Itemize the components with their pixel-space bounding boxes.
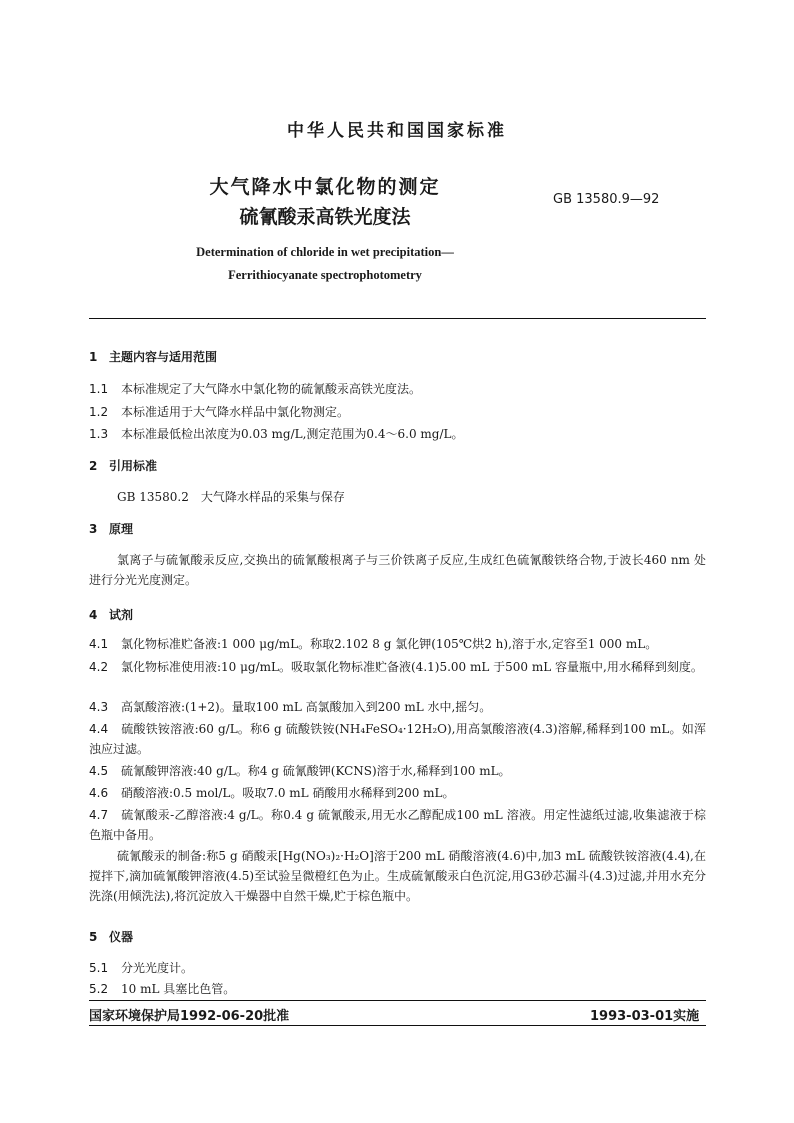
english-title-line1: Determination of chloride in wet precipitation— — [196, 245, 454, 259]
principle-paragraph: 氯离子与硫氰酸汞反应,交换出的硫氰酸根离子与三价铁离子反应,生成红色硫氰酸铁络合物,于波长460 nm 处进行分光光度测定。 — [89, 553, 706, 587]
mercury-thiocyanate-preparation: 硫氰酸汞的制备:称5 g 硝酸汞[Hg(NO₃)₂·H₂O]溶于200 mL 硝酸溶液(4.6)中,加3 mL 硫酸铁铵溶液(4.4),在搅拌下,滴加硫氰酸钾溶液(4.5)至试验呈微橙红色为止。生成硫氰酸汞白色沉淀,用G3砂芯漏斗(4.3)过滤,并用水充分洗涤(用倾洗法),将沉淀放入干燥器中自然干燥,贮于棕色瓶中。 — [89, 849, 706, 903]
clause-4-1 — [89, 634, 706, 654]
section-number: 1 — [89, 350, 98, 364]
header-divider — [89, 318, 706, 319]
standard-type: 中华人民共和国国家标准 — [287, 121, 507, 141]
approval-info: 国家环境保护局1992-06-20批准 — [89, 1009, 290, 1024]
clause-4-5 — [89, 761, 706, 781]
section-2-heading — [89, 457, 157, 474]
clause-number: 1.3 — [89, 427, 109, 441]
clause-number: 4.5 — [89, 764, 109, 778]
section-title: 引用标准 — [109, 459, 158, 473]
clause-4-2 — [89, 657, 706, 677]
clause-number: 1.1 — [89, 382, 109, 396]
english-title-line2: Ferrithiocyanate spectrophotometry — [228, 268, 422, 282]
clause-text: 高氯酸溶液:(1+2)。量取100 mL 高氯酸加入到200 mL 水中,摇匀。 — [121, 700, 492, 714]
clause-text: 硫氰酸钾溶液:40 g/L。称4 g 硫氰酸钾(KCNS)溶于水,稀释到100 mL。 — [121, 764, 511, 778]
clause-text: 硫酸铁铵溶液:60 g/L。称6 g 硫酸铁铵(NH₄FeSO₄·12H₂O),用高氯酸溶液(4.3)溶解,稀释到100 mL。如浑浊应过滤。 — [89, 722, 706, 756]
footer-bottom-divider — [89, 1025, 706, 1026]
clause-text: 本标准规定了大气降水中氯化物的硫氰酸汞高铁光度法。 — [121, 382, 422, 396]
document-subtitle: 硫氰酸汞高铁光度法 — [239, 206, 411, 228]
clause-number: 4.4 — [89, 722, 109, 736]
section-title: 试剂 — [109, 608, 134, 622]
clause-5-2 — [89, 980, 235, 997]
implementation-date: 1993-03-01实施 — [590, 1009, 700, 1024]
section-3-heading — [89, 520, 133, 537]
section-title: 主题内容与适用范围 — [109, 350, 218, 364]
clause-4-3 — [89, 697, 706, 717]
clause-4-4 — [89, 719, 706, 759]
clause-5-1 — [89, 959, 193, 976]
clause-number: 4.1 — [89, 637, 109, 651]
section-number: 5 — [89, 930, 98, 944]
clause-text: 本标准适用于大气降水样品中氯化物测定。 — [121, 405, 350, 419]
standard-code: GB 13580.9—92 — [553, 192, 660, 207]
section-number: 2 — [89, 459, 98, 473]
section-1-heading — [89, 348, 217, 365]
clause-4-7 — [89, 805, 706, 845]
clause-text: 氯化物标准使用液:10 μg/mL。吸取氯化物标准贮备液(4.1)5.00 mL 于500 mL 容量瓶中,用水稀释到刻度。 — [121, 660, 703, 674]
clause-1-1 — [89, 380, 421, 397]
clause-1-2 — [89, 403, 349, 420]
section-title: 仪器 — [109, 930, 134, 944]
clause-text: 本标准最低检出浓度为0.03 mg/L,测定范围为0.4～6.0 mg/L。 — [121, 427, 464, 441]
clause-1-3 — [89, 425, 463, 442]
clause-number: 4.6 — [89, 786, 109, 800]
clause-text: 硫氰酸汞-乙醇溶液:4 g/L。称0.4 g 硫氰酸汞,用无水乙醇配成100 mL 溶液。用定性滤纸过滤,收集滤液于棕色瓶中备用。 — [89, 808, 706, 842]
document-title: 大气降水中氯化物的测定 — [209, 176, 441, 198]
clause-4-6 — [89, 783, 706, 803]
clause-number: 4.7 — [89, 808, 109, 822]
section-number: 4 — [89, 608, 98, 622]
clause-number: 4.3 — [89, 700, 109, 714]
clause-number: 1.2 — [89, 405, 109, 419]
section-number: 3 — [89, 522, 98, 536]
clause-number: 5.1 — [89, 961, 109, 975]
section-title: 原理 — [109, 522, 134, 536]
footer-divider — [89, 1000, 706, 1001]
section-4-heading — [89, 606, 133, 623]
clause-text: 10 mL 具塞比色管。 — [121, 982, 236, 996]
clause-number: 4.2 — [89, 660, 109, 674]
clause-text: 分光光度计。 — [121, 961, 194, 975]
clause-number: 5.2 — [89, 982, 109, 996]
clause-text: 氯化物标准贮备液:1 000 μg/mL。称取2.102 8 g 氯化钾(105℃烘2 h),溶于水,定容至1 000 mL。 — [121, 637, 658, 651]
referenced-standard: GB 13580.2 大气降水样品的采集与保存 — [117, 490, 345, 504]
clause-text: 硝酸溶液:0.5 mol/L。吸取7.0 mL 硝酸用水稀释到200 mL。 — [121, 786, 455, 800]
section-5-heading — [89, 928, 133, 945]
